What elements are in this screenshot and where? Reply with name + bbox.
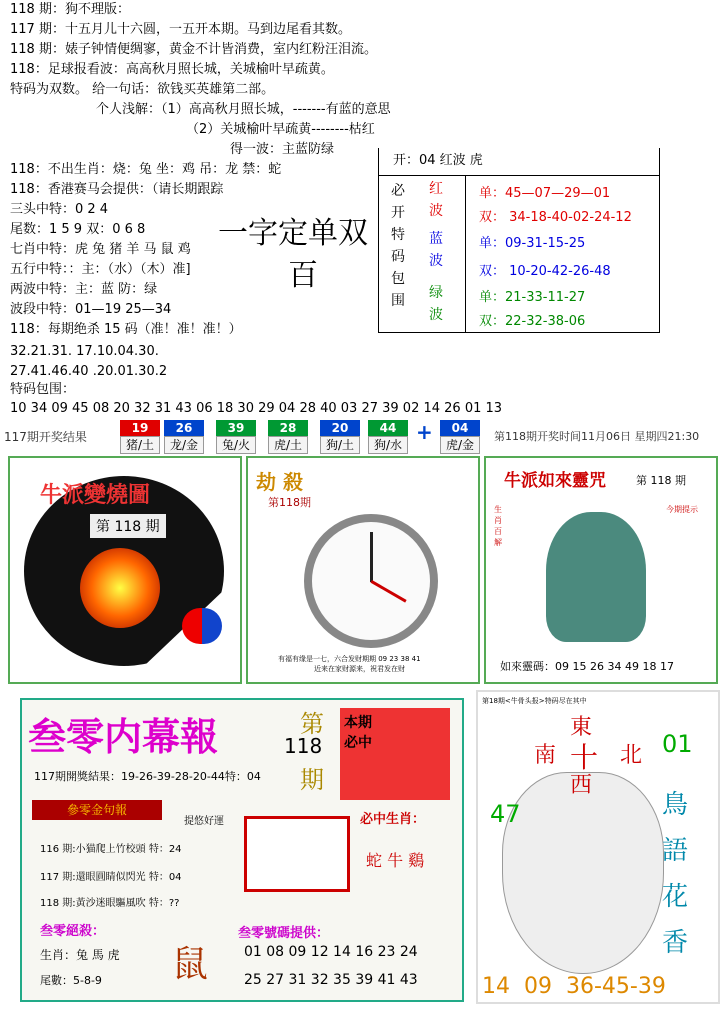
wave-sub: 波 (429, 307, 443, 323)
ball-number: 28 (268, 420, 308, 436)
wave-red (429, 178, 447, 222)
panel-title: 劫 殺 (256, 470, 303, 494)
clock-icon (304, 514, 438, 648)
box-v-char: 特 (391, 227, 405, 243)
line-117: 117 期：十五月儿十六圆，一五开本期。马到边尾看其数。 (10, 22, 351, 37)
box-header: 开：04 红波 虎 (379, 148, 659, 176)
phrase-char: 香 (662, 928, 689, 958)
phrase-char: 花 (662, 882, 689, 912)
line-surround-codes: 10 34 09 45 08 20 32 31 43 06 18 30 29 04 28 40 03 27 39 02 14 26 01 13 (10, 401, 503, 416)
panel-title: 牛派變燒圖 (40, 482, 151, 508)
dir-east: 東 (570, 715, 593, 740)
list-item: 116 期:小猫爬上竹校頭 特：24 (40, 844, 182, 855)
box-row: 双：22-32-38-06 (479, 314, 586, 329)
kill-title: 叁零絕殺： (40, 924, 106, 939)
box-v-char: 码 (391, 249, 405, 265)
dir-north: 北 (620, 743, 643, 768)
big-slogan: 一字定单双 (218, 216, 368, 251)
codes-row: 01 08 09 12 14 16 23 24 (244, 944, 418, 960)
result-ball-special (440, 420, 480, 454)
panel-skull (476, 690, 720, 1004)
line-seven-zodiac: 七肖中特：虎 兔 猪 羊 马 鼠 鸡 (10, 242, 191, 257)
line-wave: 得一波：主蓝防绿 (230, 142, 335, 157)
ball-number: 04 (440, 420, 480, 436)
ball-zodiac: 兔/火 (216, 436, 256, 454)
panel-caption: 有福有缘是一七，六合发财期期 09 23 38 41 (278, 655, 421, 663)
ball-number: 20 (320, 420, 360, 436)
phrase-char: 鳥 (662, 790, 689, 820)
line-118: 118 期：婊子钟情便绸寥，黄金不计皆消费，室内红粉汪泪流。 (10, 42, 377, 57)
panel-issue: 第 118 期 (90, 514, 166, 538)
blue-half-icon (202, 608, 222, 644)
ball-zodiac: 猪/土 (120, 436, 160, 454)
ball-zodiac: 虎/土 (268, 436, 308, 454)
wave-label: 蓝 (429, 231, 443, 247)
line-tail: 尾数：1 5 9 双：0 6 8 (10, 222, 146, 237)
result-ball (368, 420, 408, 454)
list-item: 118 期:黃沙迷眼驅風吹 特：?? (40, 898, 180, 909)
wave-label: 绿 (429, 285, 443, 301)
ball-number: 26 (164, 420, 204, 436)
plus-sign: + (416, 420, 433, 444)
line-three-head: 三头中特：0 2 4 (10, 202, 109, 217)
stamp-text: 本期必中 (344, 715, 372, 751)
phrase-char: 語 (662, 836, 689, 866)
fire-icon (80, 548, 160, 628)
panel-numbers: 如來靈碼：09 15 26 34 49 18 17 (500, 660, 674, 673)
line-football: 118：足球报看波：高高秋月照长城，关城榆叶早疏黄。 (10, 62, 334, 77)
panel-insider (20, 698, 464, 1002)
result-ball (216, 420, 256, 454)
panel-side-right: 今期提示 (666, 505, 698, 514)
result-ball (120, 420, 160, 454)
line-personal-2: （2）关城榆叶早疏黄--------枯红 (186, 122, 375, 137)
line-codes-1: 32.21.31. 17.10.04.30. (10, 344, 159, 359)
line-wave-range: 波段中特：01—19 25—34 (10, 302, 172, 317)
clock-hand-icon (370, 532, 373, 582)
must-label: 必中生肖： (360, 812, 426, 827)
vertical-phrase (662, 782, 692, 966)
big-slogan-2: 百 (288, 258, 318, 293)
kill-tail: 尾數：5-8-9 (40, 974, 102, 987)
dir-cross: 十 (570, 741, 599, 774)
ball-zodiac: 虎/金 (440, 436, 480, 454)
results-label: 117期开奖结果 (4, 430, 87, 444)
dir-west: 西 (570, 773, 593, 798)
clock-hand-icon (371, 580, 407, 603)
surround-box (378, 148, 660, 333)
box-row: 单：21-33-11-27 (479, 290, 586, 305)
line-personal-1: 个人浅解：（1）高高秋月照长城，-------有蓝的意思 (96, 102, 391, 117)
bottom-numbers: 14 09 36-45-39 (482, 974, 666, 999)
panel-caption: 近来在家财源来，祝君发在财 (314, 665, 405, 673)
ball-number: 39 (216, 420, 256, 436)
line-codes-2: 27.41.46.40 .20.01.30.2 (10, 364, 168, 379)
ball-zodiac: 狗/土 (320, 436, 360, 454)
box-v-char: 包 (391, 271, 405, 287)
section-subtitle: 提悠好運 (184, 816, 224, 827)
next-draw-time: 第118期开奖时间11月06日 星期四21:30 (494, 430, 700, 443)
box-row: 单：09-31-15-25 (479, 236, 586, 251)
kill-zodiac: 生肖：兔 馬 虎 (40, 948, 120, 962)
wave-blue (429, 228, 447, 272)
wave-green (429, 282, 447, 326)
buddha-icon (546, 512, 646, 642)
panel-header: 第18期<牛骨头报>特码尽在其中 (482, 697, 587, 705)
wave-label: 红 (429, 181, 443, 197)
line-hk-jockey: 118：香港赛马会提供：（请长期跟踪 (10, 182, 224, 197)
box-v-char: 必 (391, 183, 405, 199)
line-surround-label: 特码包围： (10, 382, 76, 397)
line-title: 118 期：狗不理版： (10, 2, 130, 17)
result-line: 117期開獎結果：19-26-39-28-20-44特：04 (34, 770, 261, 783)
grape-icon (244, 816, 350, 892)
line-special: 特码为双数。 给一句话：欲钱买英雄第二部。 (10, 82, 275, 97)
dir-south: 南 (534, 743, 557, 768)
code-label: 叁零號碼提供： (238, 926, 330, 941)
result-ball (268, 420, 308, 454)
line-five-element: 五行中特：：主：（水）（木）准] (10, 262, 191, 277)
issue-label-bottom: 期 (300, 766, 324, 794)
issue-label-top: 第 (300, 710, 324, 738)
big-zodiac-char: 鼠 (172, 944, 209, 985)
section-title: 參零金句報 (32, 800, 162, 820)
box-row: 双： 10-20-42-26-48 (479, 264, 611, 279)
wave-sub: 波 (429, 253, 443, 269)
box-vertical (391, 180, 411, 312)
panel-side-left: 生肖百解 (494, 505, 502, 547)
panel-burn-chart (8, 456, 242, 684)
box-v-char: 开 (391, 205, 405, 221)
line-no-zodiac: 118：不出生肖：烧：兔 坐：鸡 吊：龙 禁：蛇 (10, 162, 282, 177)
panel-issue: 第 118 期 (636, 474, 686, 487)
must-zodiac: 蛇 牛 鷄 (366, 851, 425, 870)
wave-sub: 波 (429, 203, 443, 219)
panel-buddha (484, 456, 718, 684)
line-two-wave: 两波中特：主：蓝 防：绿 (10, 282, 158, 297)
list-item: 117 期:還眼圓睛似閃光 特：04 (40, 872, 182, 883)
ball-number: 44 (368, 420, 408, 436)
result-ball (320, 420, 360, 454)
num-top: 01 (662, 730, 693, 758)
panel-issue: 第118期 (268, 496, 311, 509)
line-kill: 118：每期绝杀 15 码（准！准！准！） (10, 322, 242, 337)
box-row: 单：45—07—29—01 (479, 186, 611, 201)
codes-row: 25 27 31 32 35 39 41 43 (244, 972, 418, 988)
num-left: 47 (490, 800, 521, 828)
skull-icon (502, 772, 664, 974)
panel-title: 牛派如來靈咒 (504, 471, 606, 491)
box-row: 双： 34-18-40-02-24-12 (479, 210, 632, 225)
ball-zodiac: 狗/水 (368, 436, 408, 454)
panel-clock (246, 456, 480, 684)
panel-title: 叁零内幕報 (28, 714, 219, 759)
ball-zodiac: 龙/金 (164, 436, 204, 454)
ball-number: 19 (120, 420, 160, 436)
result-ball (164, 420, 204, 454)
box-v-char: 围 (391, 293, 405, 309)
panel-issue: 118 (284, 734, 323, 758)
box-separator (465, 176, 466, 332)
